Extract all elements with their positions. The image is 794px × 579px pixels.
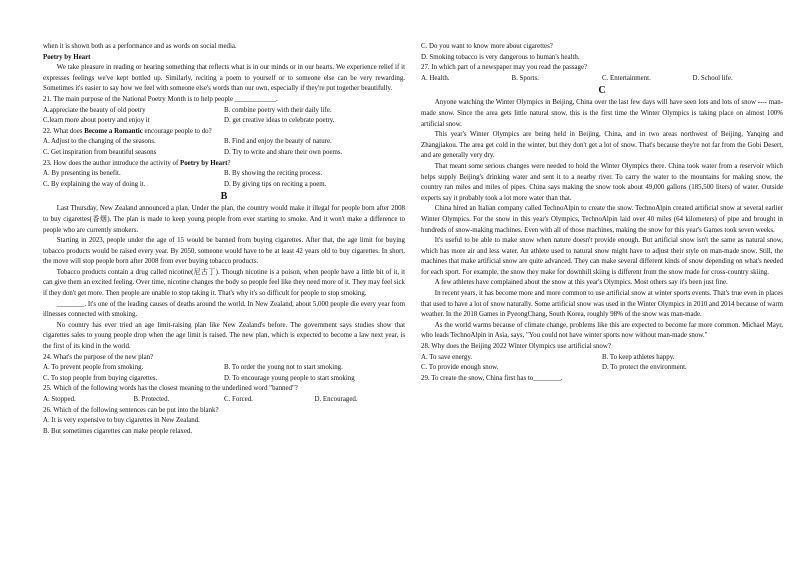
option-24a: A. To prevent people from smoking. [43, 364, 144, 372]
question-27: 27. In which part of a newspaper may you read the passage? [421, 64, 588, 72]
option-27b: B. Sports. [511, 74, 539, 82]
section-c-heading: C [598, 85, 606, 97]
question-22-text: 22. What does [43, 127, 85, 135]
option-21a: A.appreciate the beauty of old poetry [43, 106, 146, 114]
option-25a: A. Stopped. [43, 396, 76, 403]
option-23b: B. By showing the reciting process. [224, 170, 323, 178]
passage-c-paragraph-6: A few athletes have complained about the snow at this year's Olympics. Most others say it's been just fine. [434, 279, 728, 287]
option-24b: B. To order the young not to start smoking. [224, 364, 343, 372]
option-23d: D. By giving tips on reciting a poem. [224, 180, 327, 188]
option-28c: C. To provide enough snow. [421, 364, 499, 372]
passage-c-paragraph-1: Anyone watching the Winter Olympics in Beijing, China over the last few days will have seen lots and lots of snow ---- man-made snow. Since the area gets little natural snow, this is the first time the Winter Olympics is taking place on almost 100% artificial snow. [421, 99, 783, 128]
option-24d: D. To encourage young people to start smoking [224, 374, 355, 382]
question-29: 29. To create the snow, China first has to________. [421, 374, 563, 382]
passage-c-paragraph-5: It's useful to be able to make snow when nature doesn't provide enough. But artificial snow isn't the same as natural snow, which has more air and less water. An athlete used to natural snow might have to adjust their style on man-made snow. Still, the machines that make artificial snow are quite advanced. They can make several different kinds of snow depending on what's needed for each sport. For example, the snow they make for downhill skiing is different from the snow made for cross-country skiing. [421, 237, 783, 276]
passage-c-paragraph-7: In recent years, it has become more and more common to use artificial snow at winter sports events. That's true even in places that used to have a lot of snow naturally. Some artificial snow was used in the Winter Olympics in 2010 and 2014 because of warm weather. In the 2018 Games in PyeongChang, South Korea, roughly 98% of the snow was man-made. [421, 290, 783, 319]
right-column [421, 42, 783, 384]
question-28: 28. Why does the Beijing 2022 Winter Olympics use artificial snow? [421, 343, 611, 351]
question-28-options [421, 353, 783, 374]
question-22-options [43, 137, 405, 158]
option-27d: D. School life. [692, 74, 733, 82]
question-21: 21. The main purpose of the National Poetry Month is to help people ____________. [43, 95, 278, 103]
passage-b-paragraph-4: ________. It's one of the leading causes of deaths around the world. In New Zealand, about 5,000 people die every year from illnesses connected with smoking. [43, 300, 405, 319]
option-27c: C. Entertainment. [602, 74, 651, 82]
passage-b-paragraph-3: Tobacco products contain a drug called nicotine(尼古丁). Though nicotine is a poison, when people have a little bit of it, it can give them an excited feeling. Over time, nicotine changes the body so people feel like they need more of it. They may feel sick if they don't get more. Then people are unable to stop taking it. That's why it's so difficult for people to stop smoking. [43, 268, 405, 298]
passage-a-ending: when it is shown both as a performance and as words on social media. [43, 43, 237, 50]
option-21d: D. get creative ideas to celebrate poetry. [224, 117, 335, 125]
option-22a: A. Adjust to the changing of the seasons. [43, 138, 156, 146]
passage-c-paragraph-4: China hired an Italian company called TechnoAlpin to create the snow. TechnoAlpin created artificial snow at several earlier Winter Olympics. For the snow in this year's Olympics, TechnoAlpin laid over 40 miles (64 kilometers) of pipe and brought in hundreds of snow-making machines. Even with all of those machines, making the snow for this year's Games took seven weeks. [421, 205, 783, 234]
question-21-options [43, 106, 405, 127]
option-27a: A. Health. [421, 74, 450, 82]
option-21b: B. combine poetry with their daily life. [224, 106, 332, 114]
option-22d: D. Try to write and share their own poems. [224, 148, 343, 156]
question-25-options [43, 395, 405, 406]
question-24: 24. What's the purpose of the new plan? [43, 353, 154, 361]
option-22b: B. Find and enjoy the beauty of nature. [224, 138, 332, 146]
question-23-text: 23. How does the author introduce the activity of [43, 159, 181, 167]
question-24-options [43, 363, 405, 384]
passage-c-paragraph-2: This year's Winter Olympics are being held in Beijing, China, and in two areas northwest of Beijing, Yanqing and Zhangjiakou. The area get cold in the winter, but they don't get a lot of snow. That's because they're not far from the Gobi Desert, and are generally very dry. [421, 131, 783, 160]
option-28d: D. To protect the environment. [602, 364, 687, 372]
option-28a: A. To save energy. [421, 353, 473, 361]
option-23a: A. By presenting its benefit. [43, 170, 121, 178]
question-22 [43, 127, 405, 138]
question-22-text-end: encourage people to do? [142, 127, 212, 135]
question-23-text-end: ? [227, 159, 231, 167]
poetry-by-heart-paragraph: We take pleasure in reading or hearing something that reflects what is in our minds or in our hearts. We experience relief if it expresses feelings we've kept bottled up. Similarly, reciting a poem to yourself or to someone else can be very rewarding. Sometimes it's easier to say how we feel with someone else's words than our own, especially if they're put together beautifully. [43, 64, 405, 93]
option-25d: D. Encouraged. [314, 396, 358, 403]
option-25c: C. Forced. [224, 396, 253, 403]
option-22c: C. Get inspiration from beautiful seasons [43, 148, 157, 156]
left-column [43, 42, 405, 437]
option-25b: B. Protected. [133, 396, 170, 403]
poetry-by-heart-term: Poetry by Heart [180, 159, 228, 167]
passage-c-paragraph-3: That meant some serious changes were needed to hold the Winter Olympics there. China took water from a reservoir which helps supply Beijing's drinking water and sent it to a nearby river. To carry the water to the mountains for making snow, the country ran miles and miles of pipes. China says making the snow took about 49,000 gallons (185,500 liters) of water. Outside experts say it probably took a lot more water than that. [421, 162, 783, 202]
question-23-options [43, 169, 405, 190]
option-24c: C. To stop people from buying cigarettes. [43, 374, 158, 382]
passage-c-paragraph-8: As the world warms because of climate change, problems like this are expected to become far more common. Michael Mayr, who leads TechnoAlpin in Asia, says, "You could not have winter sports now without man-made snow." [421, 321, 783, 340]
option-23c: C. By explaining the way of doing it. [43, 180, 146, 188]
option-21c: C.learn more about poetry and enjoy it [43, 117, 150, 125]
passage-b-paragraph-2: Starting in 2023, people under the age of 15 would be banned from buying cigarettes. After that, the age limit for buying tobacco products would be raised every year. By 2050, someone would have to be at least 42 years old to buy cigarettes. In short, the move will stop people born after 2008 from ever buying tobacco products. [43, 237, 405, 266]
poetry-by-heart-heading: Poetry by Heart [43, 53, 91, 61]
question-26: 26. Which of the following sentences can be put into the blank? [43, 406, 219, 414]
become-a-romantic-term: Become a Romantic [84, 127, 143, 135]
option-26d: D. Smoking tobacco is very dangerous to human's health. [421, 53, 580, 61]
passage-b-paragraph-5: No country has ever tried an age limit-raising plan like New Zealand's before. The government says studies show that cigarettes sales to young people drop when the age limit is raised. The new plan, which is expected to become a law next year, is the first of its kind in the world. [43, 321, 405, 351]
option-26c: C. Do you want to know more about cigarettes? [421, 43, 553, 50]
passage-b-paragraph-1: Last Thursday, New Zealand announced a plan. Under the plan, the country would make it illegal for people born after 2008 to buy cigarettes(香烟). The plan is made to keep young people from ever starting to smoke. And it won't make a difference to people who are currently smokers. [43, 205, 405, 234]
option-26a: A. It is very expensive to buy cigarettes in New Zealand. [43, 417, 200, 425]
question-27-options [421, 74, 783, 85]
option-26b: B. But sometimes cigarettes can make people relaxed. [43, 427, 193, 435]
question-23 [43, 159, 405, 170]
question-25: 25. Which of the following words has the closest meaning to the underlined word "banned"? [43, 385, 298, 393]
section-b-heading: B [220, 191, 228, 203]
option-28b: B. To keep athletes happy. [602, 353, 675, 361]
